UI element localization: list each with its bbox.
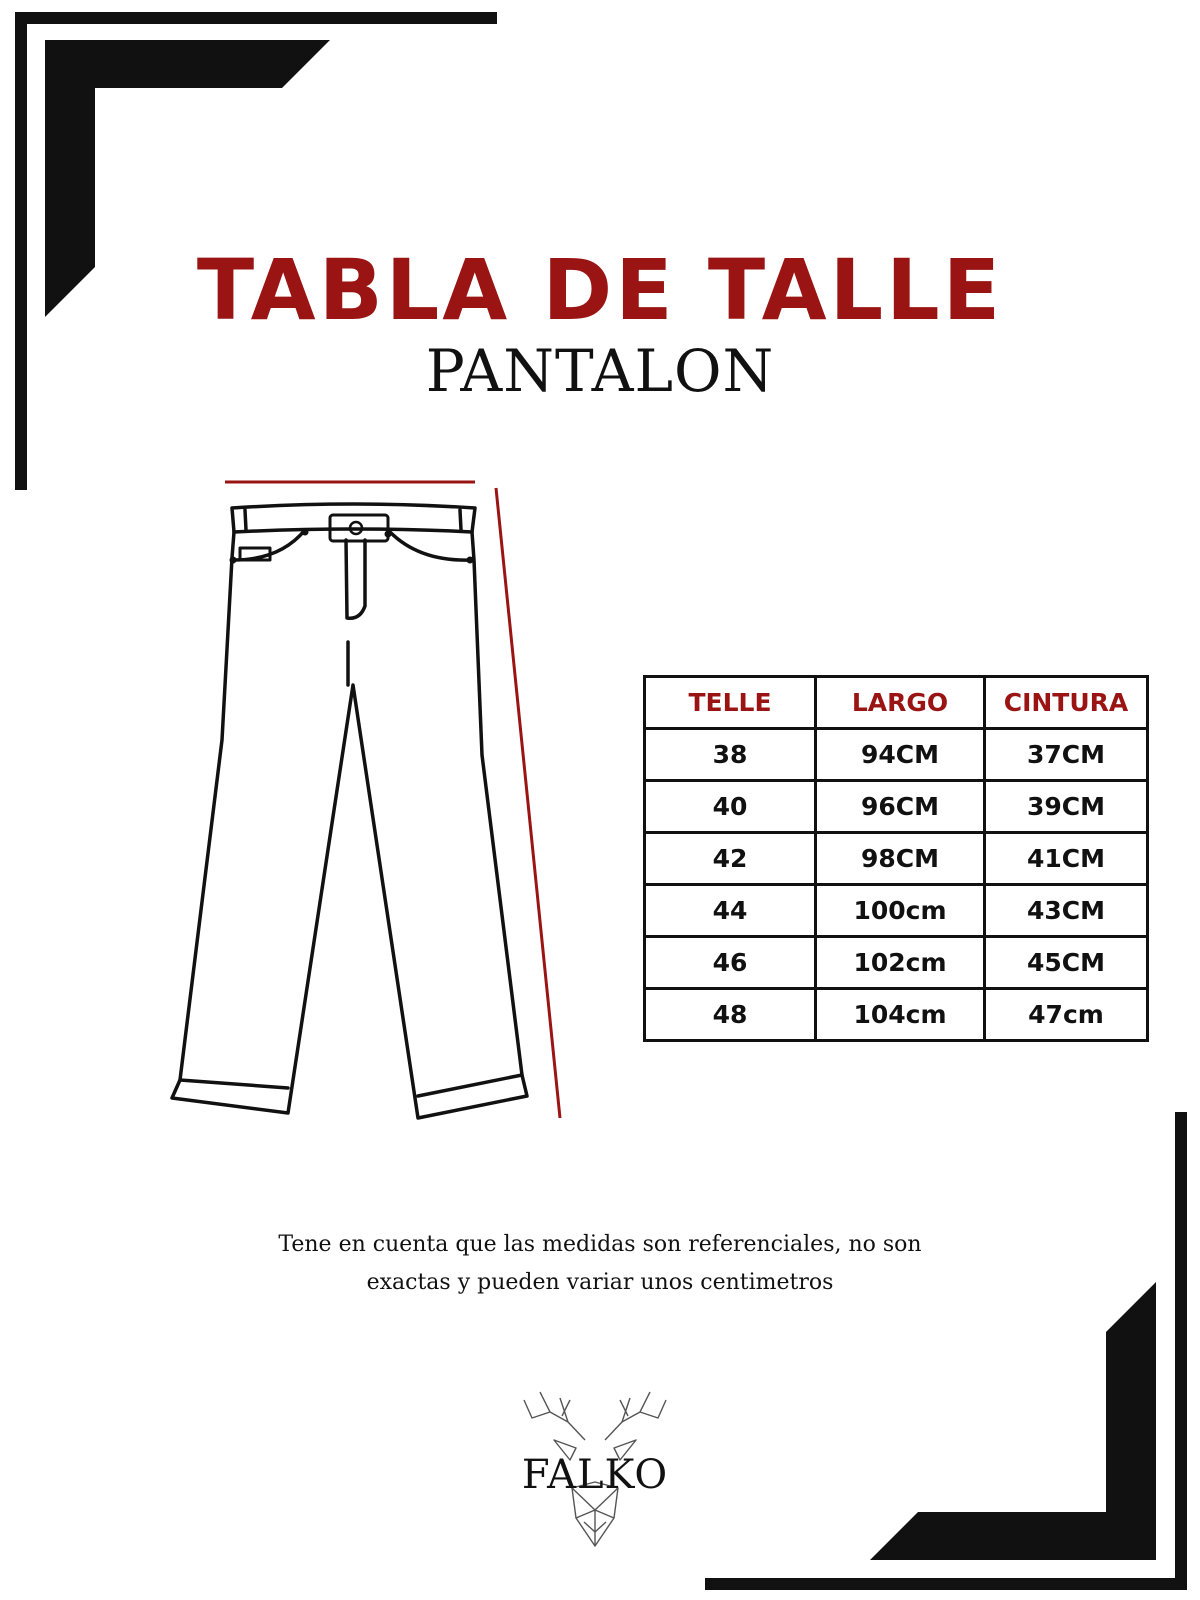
table-row xyxy=(645,989,1148,1041)
waist-cell: 37CM xyxy=(985,729,1148,781)
length-cell: 96CM xyxy=(816,781,985,833)
waist-cell: 45CM xyxy=(985,937,1148,989)
table-row xyxy=(645,937,1148,989)
waist-cell: 39CM xyxy=(985,781,1148,833)
length-cell: 100cm xyxy=(816,885,985,937)
header-size: TELLE xyxy=(645,677,816,729)
table-header-row xyxy=(645,677,1148,729)
note-line-2: exactas y pueden variar unos centimetros xyxy=(366,1270,834,1295)
length-cell: 98CM xyxy=(816,833,985,885)
size-cell: 42 xyxy=(645,833,816,885)
size-cell: 46 xyxy=(645,937,816,989)
bottom-right-corner-frame xyxy=(705,1112,1187,1590)
length-cell: 94CM xyxy=(816,729,985,781)
size-cell: 38 xyxy=(645,729,816,781)
table-row xyxy=(645,885,1148,937)
header-length: LARGO xyxy=(816,677,985,729)
length-cell: 102cm xyxy=(816,937,985,989)
brand-logo xyxy=(510,1390,680,1550)
waist-cell: 47cm xyxy=(985,989,1148,1041)
length-measure-line xyxy=(496,488,560,1118)
table-row xyxy=(645,833,1148,885)
table-row xyxy=(645,729,1148,781)
note-line-1: Tene en cuenta que las medidas son referenciales, no son xyxy=(278,1232,922,1257)
size-table xyxy=(643,675,1149,1042)
size-cell: 44 xyxy=(645,885,816,937)
size-cell: 40 xyxy=(645,781,816,833)
size-cell: 48 xyxy=(645,989,816,1041)
page-subtitle: PANTALON xyxy=(425,337,775,405)
header-waist: CINTURA xyxy=(985,677,1148,729)
waist-cell: 43CM xyxy=(985,885,1148,937)
disclaimer-note xyxy=(150,1226,1050,1302)
table-row xyxy=(645,781,1148,833)
waist-cell: 41CM xyxy=(985,833,1148,885)
brand-name: FALKO xyxy=(521,1452,669,1498)
length-cell: 104cm xyxy=(816,989,985,1041)
page-title: TABLA DE TALLE xyxy=(196,241,1004,339)
pants-illustration xyxy=(160,470,580,1150)
